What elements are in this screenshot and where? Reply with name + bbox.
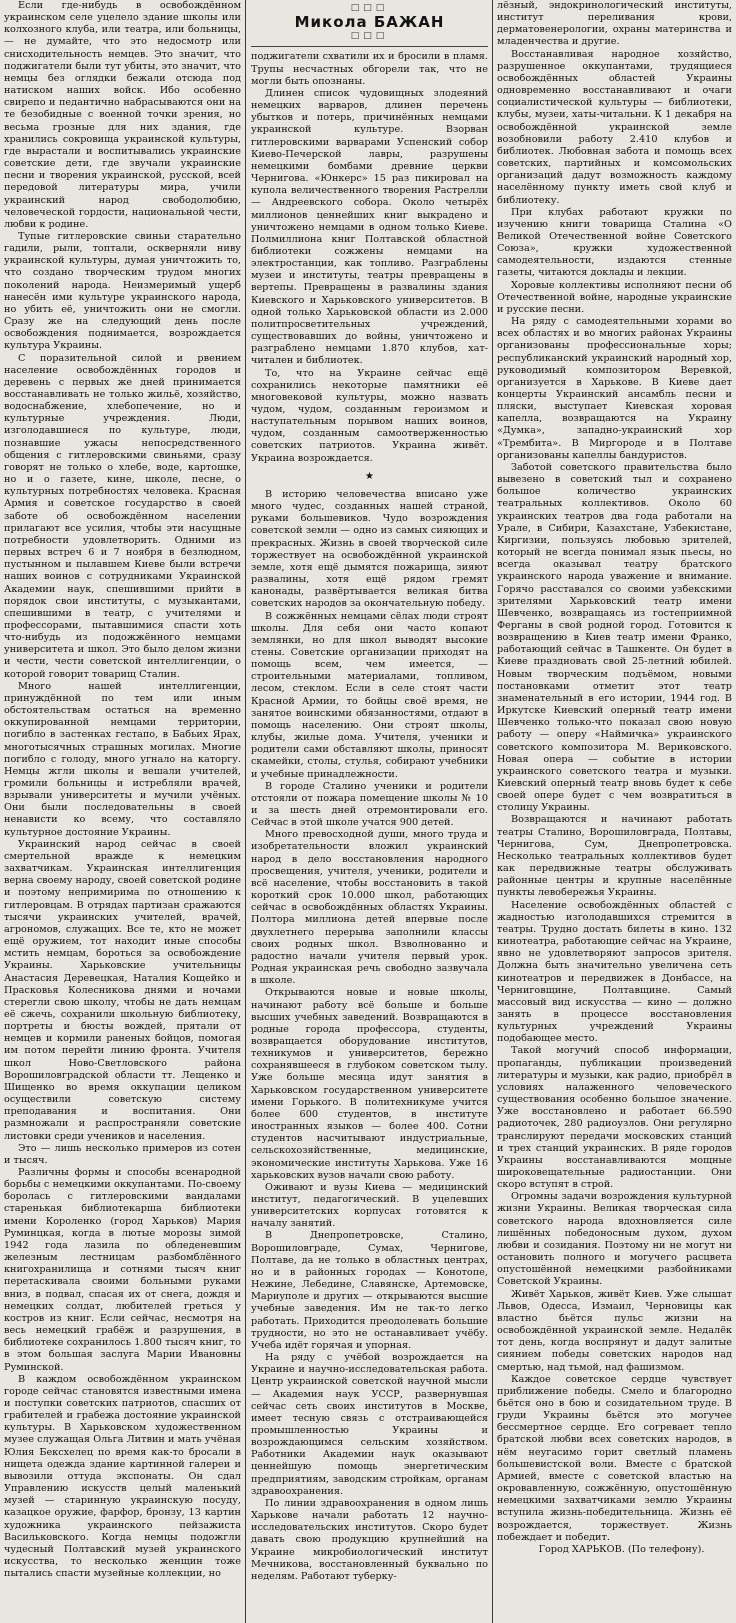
- paragraph: С поразительной силой и рвением население освобождённых городов и деревень с первых же дней принимается восстанавливать не только жильё, хозяйство, водоснабжение, хлебопечение, но и культурные учреждения. Люди, изголодавшиеся по культуре, люди, познавшие ужасы непосредственного общения с гитлеровскими свиньями, сразу говорят не только о хлебе, воде, картошке, но и о газете, кине, школе, песне, о культурных потребностях человека. Красная Армия и советское государство в своей заботе об освобождённом населении прилагают все усилия, чтобы эти насущные потребности удовлетворить. Одними из первых встреч 6 и 7 ноября в безлюдном, пустынном и пылавшем Киеве были встречи наших воинов с сотрудниками Украинской Академии наук, спешившими прийти в порядок свои институты, с музыкантами, спешившими в театр, с учителями и профессорами, пытавшимися спасти хоть что-нибудь из подожжённого немцами университета и школ. Это было делом жизни и чести, чести советской интеллигенции, о которой говорит товарищ Сталин.: [4, 352, 241, 680]
- paragraph: По линии здравоохранения в одном лишь Харькове начали работать 12 научно-исследовательских институтов. Скоро будет давать свою продукцию крупнейший на Украине микробиологический институт Мечникова, восстановленный буквально по неделям. Работают туберку-: [251, 1497, 488, 1582]
- paragraph: В Днепропетровске, Сталино, Ворошиловграде, Сумах, Чернигове, Полтаве, да не только в областных центрах, но и в районных городах — Конотопе, Нежине, Лебедине, Славянске, Артемовске, Мариуполе и других — открываются высшие учебные заведения. Им не так-то легко работать. Приходится преодолевать большие трудности, но это не останавливает учёбу. Учеба идёт горячая и упорная.: [251, 1230, 488, 1351]
- paragraph: Оживают и вузы Киева — медицинский институт, педагогический. В уцелевших университетских корпусах готовятся к началу занятий.: [251, 1181, 488, 1230]
- paragraph: В сожжённых немцами сёлах люди строят школы. Для себя они часто копают землянки, но для школ выводят высокие стены. Советские организации приходят на помощь всем, чем имеется, — строительными материалами, топливом, лесом, стеклом. Если в селе стоят части Красной Армии, то бойцы своё время, не занятое воинскими обязанностями, отдают в помощь населению. Они строят школы, клубы, жилые дома. Учителя, ученики и родители сами обставляют школы, приносят скамейки, столы, стулья, собирают учебники и учебные принадлежности.: [251, 610, 488, 780]
- column-rule: [245, 0, 246, 1623]
- paragraph: Открываются новые и новые школы, начинают работу всё больше и больше высших учебных заведений. Возвращаются в родные города профессора, студенты, возвращается оборудование институтов, техникумов и университетов, бережно сохранявшееся в глубоком советском тылу. Уже больше месяца идут занятия в Харьковском государственном университете имени Горького. В политехникуме учится более 600 студентов, в институте иностранных языков — более 400. Сотни студентов насчитывают индустриальные, сельскохозяйственные, медицинские, экономические институты Харькова. Уже 16 харьковских вузов начали свою работу.: [251, 987, 488, 1181]
- author-name: Микола БАЖАН: [294, 13, 445, 32]
- paragraph: Украинский народ сейчас в своей смертельной вражде к немецким захватчикам. Украинская интеллигенция верна своему народу, своей советской родине и поэтому непримирима по отношению к гитлеровцам. В отрядах партизан сражаются тысячи украинских учителей, врачей, агрономов, служащих. Все те, кто не может ещё оружием, тот находит иные способы мстить немцам, бороться за освобождение Украины. Харьковские учительницы Анастасия Деревецкая, Наталия Кощейко и Прасковья Колесникова днями и ночами стерегли свою школу, чтобы не дать немцам её сжечь, сохранили школьную библиотеку, портреты и бюсты вождей, прятали от немцев и кормили раненых бойцов, помогая им потом перейти линию фронта. Учителя школ Ново-Светловского района Ворошиловградской области тт. Лещенко и Шищенко во время оккупации целиком осуществили советскую систему преподавания и воспитания. Они размножали и распространяли советские листовки среди учеников и населения.: [4, 838, 241, 1142]
- paragraph: Много нашей интеллигенции, принуждённой по тем или иным обстоятельствам остаться на временно оккупированной немцами территории, погибло в застенках гестапо, в Бабьих Ярах, многотысячных страшных могилах. Многие погибло с голоду, много угнало на каторгу. Немцы жгли школы и вешали учителей, громили больницы и истребляли врачей, взрывали университеты и мучили учёных. Они были последовательны в своей ненависти ко всему, что составляло культурное достояние Украины.: [4, 680, 241, 838]
- paragraph: Такой могучий способ информации, пропаганды, публикации произведений литературы и музыки, как радио, приобрёл в условиях налаженного человеческого существования особенно большое значение. Уже восстановлено и работает 66.590 радиоточек, 280 радиоузлов. Они регулярно транслируют передачи московских станций и трех станций украинских. В ряде городов Украины восстанавливаются мощные широковещательные радиостанции. Они скоро вступят в строй.: [497, 1045, 732, 1191]
- paragraph: В городе Сталино ученики и родители отстояли от пожара помещение школы № 10 и за шесть дней отремонтировали его. Сейчас в этой школе учатся 900 детей.: [251, 780, 488, 829]
- column-1: [4, 0, 241, 1623]
- ornament: □□□: [350, 3, 389, 13]
- paragraph: Тупые гитлеровские свиньи старательно гадили, рыли, топтали, оскверняли ниву украинской культуры, думая уничтожить то, что создано творческим трудом многих поколений народа. Неизмеримый ущерб нанесён ими культуре украинского народа, но убить её, уничтожить они не смогли. Сразу же на следующий день после освобождения поднимается, возрождается культура Украины.: [4, 230, 241, 352]
- paragraph: Если где-нибудь в освобождённом украинском селе уцелело здание школы или колхозного клуба, или театра, или больницы, — не думайте, что это недосмотр или снисходительность немцев. Это значит, что поджигатели были тут убиты, это значит, что немцы без оглядки бежали отсюда под натиском наших войск. Ибо особенно свирепо и педантично набрасываются они на те безобидные с военной точки зрения, но весьма грозные для них здания, где хранились сокровища украинской культуры, где вырастали и воспитывались украинские советские дети, где звучали украинские песни и творения украинской, русской, всей передовой литературы мира, учили украинский народ свободолюбию, человеческой гордости, национальной чести, любви к родине.: [4, 0, 241, 230]
- column-3: [497, 0, 732, 1623]
- section-divider-star: ★: [365, 470, 374, 482]
- paragraph: Хоровые коллективы исполняют песни об Отечественной войне, народные украинские и русские песни.: [497, 279, 732, 315]
- paragraph: Население освобождённых областей с жадностью изголодавшихся стремится в театры. Трудно достать билеты в кино. 132 кинотеатра, работающие сейчас на Украине, явно не удовлетворяют запросов зрителя. Должна быть значительно увеличена сеть кинотеатров и передвижек в Донбассе, на Черниговщине, Полтавщине. Самый массовый вид искусства — кино — должно занять в процессе восстановления культурных учреждений Украины подобающее место.: [497, 899, 732, 1045]
- article-header: [251, 0, 488, 47]
- paragraph: То, что на Украине сейчас ещё сохранились некоторые памятники её многовековой культуры, можно назвать чудом, чудом, созданным героизмом и наступательным порывом наших воинов, чудом, созданным самоотверженностью советских патриотов. Украина живёт. Украина возрождается.: [251, 367, 488, 464]
- ornament: □□□: [350, 31, 389, 42]
- paragraph: Различны формы и способы всенародной борьбы с немецкими оккупантами. По-своему боролась с гитлеровскими вандалами старенькая библиотекарша библиотеки имени Короленко (город Харьков) Мария Руминцкая, когда в лютые морозы зимой 1942 года лазила по обледеневшим железным лестницам разбомблённого книгохранилища и сотнями тысяч книг перетаскивала своими больными руками вниз, в подвал, спасая их от снега, дождя и немецких солдат, любителей греться у костров из книг. Если сейчас, несмотря на весь немецкий грабёж и разрушения, в библиотеке сохранилось 1.800 тысяч книг, то в этом большая заслуга Марии Ивановны Руминской.: [4, 1167, 241, 1373]
- paragraph: Это — лишь несколько примеров из сотен и тысяч.: [4, 1142, 241, 1166]
- paragraph: поджигатели схватили их и бросили в пламя. Трупы несчастных обгорели так, что не могли быть опознаны.: [251, 51, 488, 87]
- paragraph: На ряду с учёбой возрождается на Украине и научно-исследовательская работа. Центр украинской советской научной мысли — Академия наук УССР, развернувшая сейчас сеть своих институтов в Москве, имеет тесную связь с отстраивающейся промышленностью Украины и возрождающимся сельским хозяйством. Работники Академии наук оказывают ценнейшую помощь энергетическим предприятиям, заводским стройкам, органам здравоохранения.: [251, 1352, 488, 1497]
- paragraph: Огромны задачи возрождения культурной жизни Украины. Великая творческая сила советского народа вдохновляется силе лишённых победоносным духом, духом любви и созидания. Поэтому ни не могут ни остановить полного и могучего расцвета опустошённой немецкими разбойниками Советской Украины.: [497, 1191, 732, 1288]
- paragraph: В историю человечества вписано уже много чудес, созданных нашей страной, руками большевиков. Чудо возрождения советской земли — одно из самых сияющих и прекрасных. Жизнь в своей творческой силе торжествует на освобождённой украинской земле, хотя ещё дымятся пожарища, зияют развалины, хотя ещё рядом гремят канонады, развёртывается великая битва советских народов за окончательную победу.: [251, 488, 488, 610]
- paragraph: Каждое советское сердце чувствует приближение победы. Смело и благородно бьётся оно в бою и созидательном труде. В груди Украины бьётся это могучее бессмертное сердце. Его согревает тепло братской любви всех советских народов, в нём неугасимо горит светлый пламень большевистской воли. Вместе с братской Армией, вместе с советской властью на окровавленную, сожжённую, опустошённую немецкими захватчиками землю Украины вступила жизнь-победительница. Жизнь её возрождается, торжествует. Жизнь побеждает и победит.: [497, 1373, 732, 1543]
- paragraph: Много превосходной души, много труда и изобретательности вложил украинский народ в дело восстановления народного просвещения, учителя, ученики, родители и всё население, чтобы восстановить в такой короткий срок 10.000 школ, работающих сейчас в освобождённых областях Украины. Полтора миллиона детей впервые после двухлетнего перерыва заполнили классы своих родных школ. Взволнованно и радостно начали учителя первый урок. Родная украинская речь свободно зазвучала в школе.: [251, 829, 488, 987]
- paragraph: лёзный, эндокринологический институты, институт переливания крови, дерматовенерологии, охраны материнства и младенчества и другие.: [497, 0, 732, 48]
- column-rule: [492, 0, 493, 1623]
- paragraph: Заботой советского правительства было вывезено в советский тыл и сохранено большое количество украинских театральных коллективов. Около 60 украинских театров два года работали на Урале, в Сибири, Казахстане, Узбекистане, Киргизии, пользуясь любовью зрителей, который не всегда понимал язык пьесы, но всегда оказывал театру братского украинского народа уважение и внимание. Горячо расставался со своими узбекскими зрителями Харьковский театр имени Шевченко, возвращаясь из гостеприимной Ферганы в свой родной город. Готовится к возвращению в Киев театр имени Франко, работающий сейчас в Ташкенте. Он будет в Киеве праздновать свой 25-летний юбилей. Новым творческим подъёмом, новыми постановками отметит этот театр знаменательный в его истории, 1944 год. В Иркутске Киевский оперный театр имени Шевченко только-что показал свою новую работу — оперу «Наймичка» украинского советского композитора М. Вериковского. Новая опера — событие в истории украинского советского театра и музыки. Киевский оперный театр вновь будет к себе своей опере будет с чем возвратиться в столицу Украины.: [497, 461, 732, 814]
- paragraph: Длинен список чудовищных злодеяний немецких варваров, длинен перечень убытков и потерь, причинённых немцами украинской культуре. Взорван гитлеровскими варварами Успенский собор Киево-Печерской лавры, разрушены немецкими бомбами древние церкви Чернигова. «Юнкерс» 15 раз пикировал на купола величественного творения Растрелли — Андреевского собора. Около четырёх миллионов ценнейших книг выкрадено и уничтожено немцами в одном только Киеве. Полмиллиона книг Полтавской областной библиотеки сожжены немцами на электростанции, как топливо. Разграблены музеи и институты, театры превращены в вертепы. Превращены в развалины здания Киевского и Харьковского университетов. В одной только Харьковской области из 2.000 политпросветительных учреждений, существовавших до войны, уничтожено и разграблено немцами 1.870 клубов, хат-читален и библиотек.: [251, 87, 488, 367]
- paragraph: В каждом освобождённом украинском городе сейчас становятся известными имена и поступки советских патриотов, спасших от грабителей и грабежа достояние украинской культуры. В Харьковском художественном музее служащая Ольга Литвин и мать учёная Юлия Бексхелец по время как-то бросали в нищета одежда здание картинной галереи и вывозили оттуда экспонаты. Он сдал Управлению искусств целый маленький музей — старинную украинскую посуду, казацкое оружие, фарфор, бронзу, 13 картин художника украинского пейзажиста Васильковского. Когда немцы подожгли чудесный Полтавский музей украинского искусства, то несколько женщин тоже пытались спасти музейные коллекции, но: [4, 1373, 241, 1580]
- dateline-signoff: Город ХАРЬКОВ. (По телефону).: [538, 1543, 705, 1555]
- column-2: [251, 0, 488, 1623]
- paragraph: Возвращаются и начинают работать театры Сталино, Ворошиловграда, Полтавы, Чернигова, Сум, Днепропетровска. Несколько театральных коллективов будет как передвижные театры обслуживать районные центры и крупные населённые пункты левобережья Украины.: [497, 814, 732, 899]
- paragraph: При клубах работают кружки по изучению книги товарища Сталина «О Великой Отечественной войне Советского Союза», кружки художественной самодеятельности, издаются стенные газеты, читаются доклады и лекции.: [497, 206, 732, 279]
- paragraph: На ряду с самодеятельными хорами во всех областях и во многих районах Украины организованы профессиональные хоры; республиканский украинский народный хор, руководимый композитором Веревкой, организуется в Харькове. В Киеве дает концерты Украинский ансамбль песни и пляски, выступает Киевская хоровая капелла, возвращаются на Украину «Думка», западно-украинский хор «Трембита». В Миргороде и в Полтаве организованы капеллы бандуристов.: [497, 316, 732, 461]
- paragraph: Живёт Харьков, живёт Киев. Уже слышат Львов, Одесса, Измаил, Черновицы как властно бьётся пульс жизни на освобождённой украинской земле. Недалёк тот день, когда воспрянут и дадут залитые сиянием победы советских народов над смертью, над тьмой, над фашизмом.: [497, 1288, 732, 1373]
- paragraph: Восстанавливая народное хозяйство, разрушенное оккупантами, трудящиеся освобождённых областей Украины одновременно восстанавливают и очаги социалистической культуры — библиотеки, клубы, музеи, хаты-читальни. К 1 декабря на освобождённой украинской земле возобновили работу 2.410 клубов и библиотек. Любовная забота и помощь всех советских, партийных и комсомольских организаций дадут возможность каждому населённому пункту иметь свой клуб и библиотеку.: [497, 48, 732, 206]
